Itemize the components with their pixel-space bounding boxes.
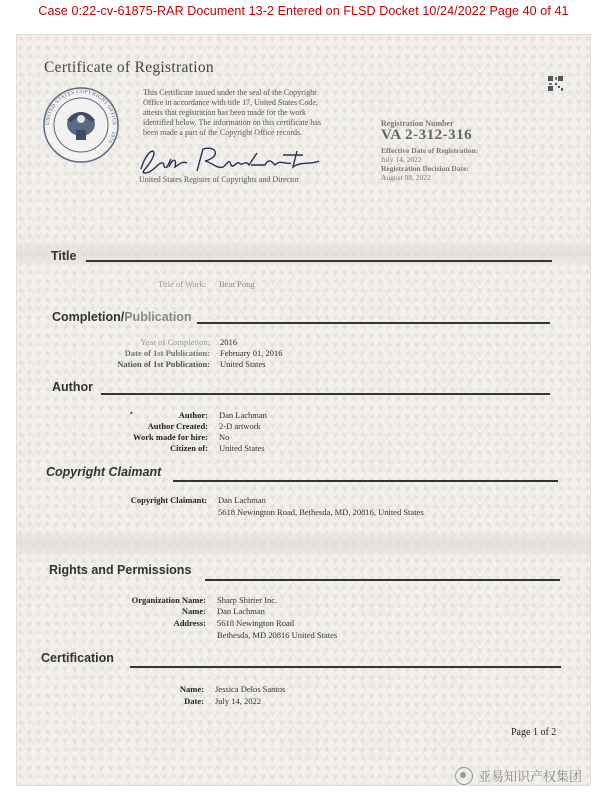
docket-header: Case 0:22-cv-61875-RAR Document 13-2 Entered on FLSD Docket 10/24/2022 Page 40 of 41 bbox=[38, 4, 569, 18]
section-rule bbox=[197, 322, 550, 324]
watermark bbox=[455, 766, 582, 785]
decision-date: August 08, 2022 bbox=[381, 173, 431, 182]
certification-heading: Certification bbox=[41, 651, 114, 665]
rights-name: Dan Lachman bbox=[217, 606, 265, 616]
year-completion: 2016 bbox=[220, 337, 237, 347]
publication-nation: United States bbox=[220, 359, 266, 369]
section-rule bbox=[101, 393, 550, 395]
copyright-office-seal bbox=[42, 86, 120, 164]
watermark-text: 亚易知识产权集团 bbox=[478, 770, 583, 785]
wechat-icon bbox=[455, 767, 473, 785]
effective-date-label: Effective Date of Registration: bbox=[381, 146, 479, 155]
rights-address-line1: 5618 Newington Road bbox=[217, 618, 294, 628]
certification-name: Jessica Delos Santos bbox=[215, 684, 286, 694]
citizen-of: United States bbox=[219, 443, 265, 453]
registration-number-label: Registration Number bbox=[381, 119, 454, 128]
claimant-heading: Copyright Claimant bbox=[46, 465, 162, 479]
section-rule bbox=[86, 260, 552, 262]
author-heading: Author bbox=[52, 380, 93, 394]
author-created-label: Author Created: bbox=[147, 421, 208, 431]
completion-heading: Completion/Publication bbox=[52, 310, 192, 324]
rights-address-label: Address: bbox=[173, 618, 206, 628]
section-rule bbox=[173, 480, 558, 482]
effective-date: July 14, 2022 bbox=[381, 155, 422, 164]
author-label: Author: bbox=[178, 410, 208, 420]
rights-name-label: Name: bbox=[181, 606, 206, 616]
certification-date: July 14, 2022 bbox=[215, 696, 262, 706]
author-bullet: • bbox=[130, 409, 133, 418]
certificate-statement: This Certificate issued under the seal of the Copyright Office in accordance with title 17, United States Code, attests that registration has been made for the work identified below. The information on this certificate has been made a part of the Copyright Office records. bbox=[143, 88, 321, 137]
title-of-work-label: Title of Work: bbox=[158, 279, 206, 289]
certification-date-label: Date: bbox=[184, 696, 204, 706]
certification-name-label: Name: bbox=[179, 684, 204, 694]
author-created: 2-D artwork bbox=[219, 421, 261, 431]
registration-number: VA 2-312-316 bbox=[381, 127, 473, 143]
decision-date-label: Registration Decision Date: bbox=[381, 164, 469, 173]
title-of-work: Bear Pong bbox=[219, 279, 255, 289]
certificate-title: Certificate of Registration bbox=[44, 59, 214, 76]
organization-label: Organization Name: bbox=[131, 595, 206, 605]
work-for-hire: No bbox=[219, 432, 230, 442]
publication-nation-label: Nation of 1st Publication: bbox=[117, 359, 210, 369]
work-for-hire-label: Work made for hire: bbox=[133, 432, 208, 442]
section-rule bbox=[205, 579, 560, 581]
section-rule bbox=[130, 666, 561, 668]
year-completion-label: Year of Completion: bbox=[140, 337, 210, 347]
title-heading: Title bbox=[51, 249, 77, 263]
page-number: Page 1 of 2 bbox=[511, 727, 557, 738]
qr-code-icon bbox=[547, 75, 564, 92]
author-name: Dan Lachman bbox=[219, 410, 267, 420]
register-caption: United States Register of Copyrights and Director bbox=[139, 175, 299, 184]
claimant-name: Dan Lachman bbox=[218, 495, 266, 505]
svg-text:UNITED STATES COPYRIGHT OFFICE: UNITED STATES COPYRIGHT OFFICE · 1870 · bbox=[44, 88, 118, 148]
claimant-label: Copyright Claimant: bbox=[130, 495, 207, 505]
register-signature bbox=[133, 143, 333, 177]
publication-date: February 01, 2016 bbox=[220, 348, 283, 358]
rights-heading: Rights and Permissions bbox=[49, 563, 192, 577]
fold-line bbox=[16, 533, 591, 555]
organization-name: Sharp Shirter Inc. bbox=[217, 595, 278, 605]
publication-date-label: Date of 1st Publication: bbox=[124, 348, 210, 358]
citizen-of-label: Citizen of: bbox=[169, 443, 208, 453]
claimant-address: 5618 Newington Road, Bethesda, MD, 20816, United States bbox=[218, 507, 424, 517]
rights-address-line2: Bethesda, MD 20816 United States bbox=[217, 630, 338, 640]
